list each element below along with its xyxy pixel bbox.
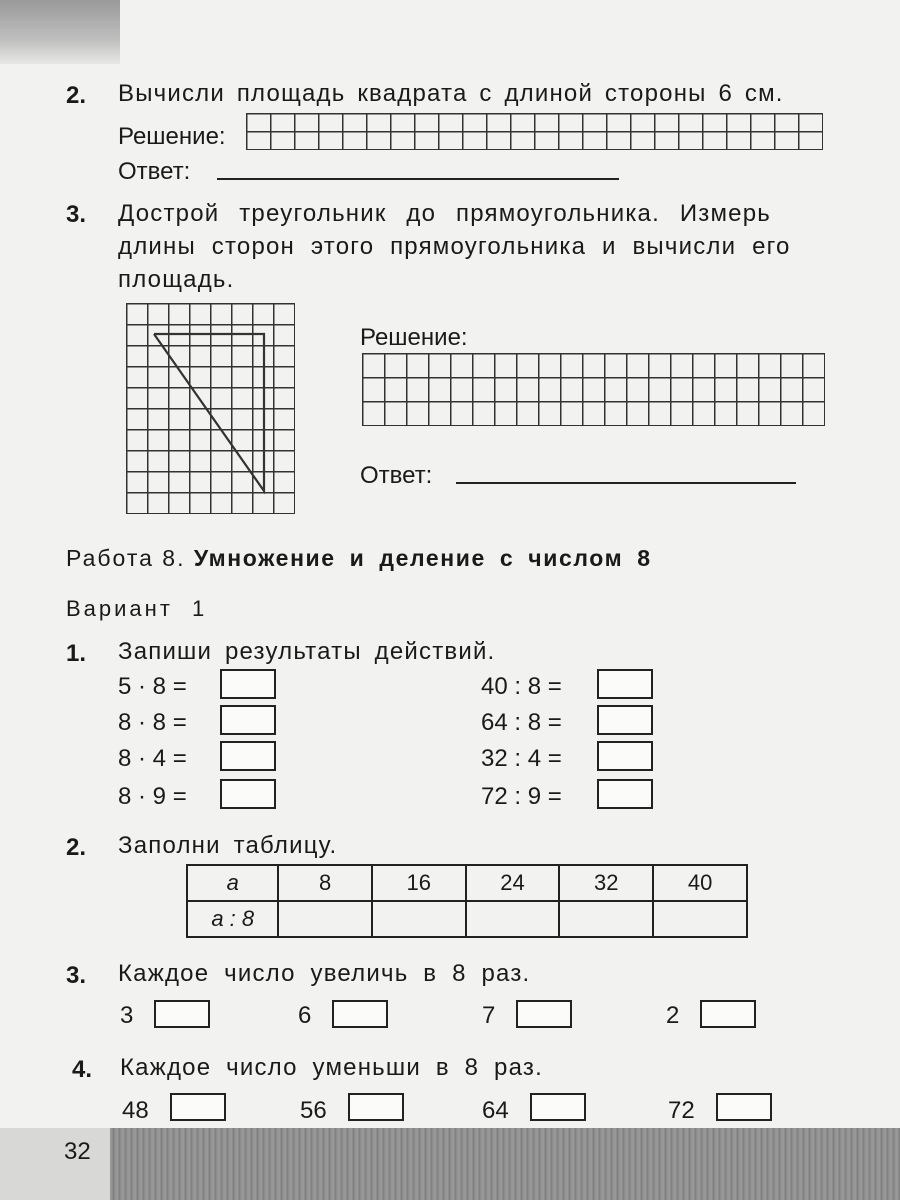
scan-shadow-bottom bbox=[0, 1128, 900, 1200]
work-title bbox=[66, 545, 652, 572]
task-text: Заполни таблицу. bbox=[118, 832, 338, 859]
answer-box[interactable] bbox=[530, 1093, 586, 1121]
expression: 64 : 8 = bbox=[481, 709, 562, 736]
expression: 32 : 4 = bbox=[481, 745, 562, 772]
answer-box[interactable] bbox=[220, 669, 276, 699]
answer-box[interactable] bbox=[170, 1093, 226, 1121]
solution-label: Решение: bbox=[118, 123, 226, 150]
expression: 40 : 8 = bbox=[481, 673, 562, 700]
task-text: Каждое число уменьши в 8 раз. bbox=[120, 1054, 543, 1081]
table-answer-cell[interactable] bbox=[372, 901, 466, 937]
task-text: Запиши результаты действий. bbox=[118, 638, 496, 665]
answer-box[interactable] bbox=[700, 1000, 756, 1028]
number-item: 7 bbox=[482, 1002, 496, 1029]
table-cell: 16 bbox=[372, 865, 466, 901]
task-number: 3. bbox=[66, 962, 87, 989]
table-cell: 24 bbox=[466, 865, 560, 901]
answer-box[interactable] bbox=[332, 1000, 388, 1028]
variant-label: Вариант 1 bbox=[66, 596, 208, 621]
page-top-edge bbox=[120, 0, 900, 70]
table-answer-cell[interactable] bbox=[559, 901, 653, 937]
answer-box[interactable] bbox=[220, 741, 276, 771]
task-number: 4. bbox=[72, 1056, 93, 1083]
number-item: 64 bbox=[482, 1097, 509, 1124]
task-text: Вычисли площадь квадрата с длиной стороны 6 см. bbox=[118, 80, 784, 107]
number-item: 2 bbox=[666, 1002, 680, 1029]
task-number: 2. bbox=[66, 834, 87, 861]
fill-table bbox=[186, 864, 748, 938]
answer-line[interactable] bbox=[456, 482, 796, 484]
expression: 5 · 8 = bbox=[118, 673, 187, 700]
number-item: 3 bbox=[120, 1002, 134, 1029]
work-title-topic: Умножение и деление с числом 8 bbox=[193, 545, 652, 571]
answer-box[interactable] bbox=[516, 1000, 572, 1028]
answer-label: Ответ: bbox=[118, 158, 191, 185]
table-cell: 40 bbox=[653, 865, 747, 901]
answer-box[interactable] bbox=[154, 1000, 210, 1028]
table-row bbox=[187, 865, 747, 901]
table-answer-cell[interactable] bbox=[278, 901, 371, 937]
task-number: 1. bbox=[66, 640, 87, 667]
task-text-line-1: Дострой треугольник до прямоугольника. Измерь bbox=[118, 200, 771, 227]
expression: 72 : 9 = bbox=[481, 783, 562, 810]
task-number: 2. bbox=[66, 82, 87, 109]
page-number-area bbox=[0, 1128, 110, 1200]
answer-box[interactable] bbox=[716, 1093, 772, 1121]
solution-label: Решение: bbox=[360, 324, 468, 351]
table-row-header: a : 8 bbox=[187, 901, 278, 937]
work-title-prefix: Работа 8. bbox=[66, 545, 186, 571]
task-text-line-3: площадь. bbox=[118, 266, 235, 293]
expression: 8 · 4 = bbox=[118, 745, 187, 772]
solution-grid[interactable] bbox=[362, 353, 825, 426]
task-text: Каждое число увеличь в 8 раз. bbox=[118, 960, 531, 987]
number-item: 6 bbox=[298, 1002, 312, 1029]
task-number: 3. bbox=[66, 201, 87, 228]
answer-line[interactable] bbox=[217, 178, 619, 180]
number-item: 72 bbox=[668, 1097, 695, 1124]
page-number: 32 bbox=[64, 1138, 91, 1165]
table-answer-cell[interactable] bbox=[653, 901, 747, 937]
answer-box[interactable] bbox=[597, 669, 653, 699]
answer-label: Ответ: bbox=[360, 462, 433, 489]
triangle-drawing bbox=[126, 303, 296, 515]
table-cell: 32 bbox=[559, 865, 653, 901]
table-cell: 8 bbox=[278, 865, 371, 901]
answer-box[interactable] bbox=[597, 705, 653, 735]
number-item: 48 bbox=[122, 1097, 149, 1124]
triangle-shape bbox=[154, 334, 264, 491]
answer-box[interactable] bbox=[220, 779, 276, 809]
expression: 8 · 8 = bbox=[118, 709, 187, 736]
answer-box[interactable] bbox=[597, 779, 653, 809]
table-row-header: a bbox=[187, 865, 278, 901]
expression: 8 · 9 = bbox=[118, 783, 187, 810]
task-text-line-2: длины сторон этого прямоугольника и вычисли его bbox=[118, 233, 791, 260]
number-item: 56 bbox=[300, 1097, 327, 1124]
solution-grid[interactable] bbox=[246, 113, 823, 150]
answer-box[interactable] bbox=[348, 1093, 404, 1121]
answer-box[interactable] bbox=[597, 741, 653, 771]
table-answer-cell[interactable] bbox=[466, 901, 560, 937]
answer-box[interactable] bbox=[220, 705, 276, 735]
table-row bbox=[187, 901, 747, 937]
